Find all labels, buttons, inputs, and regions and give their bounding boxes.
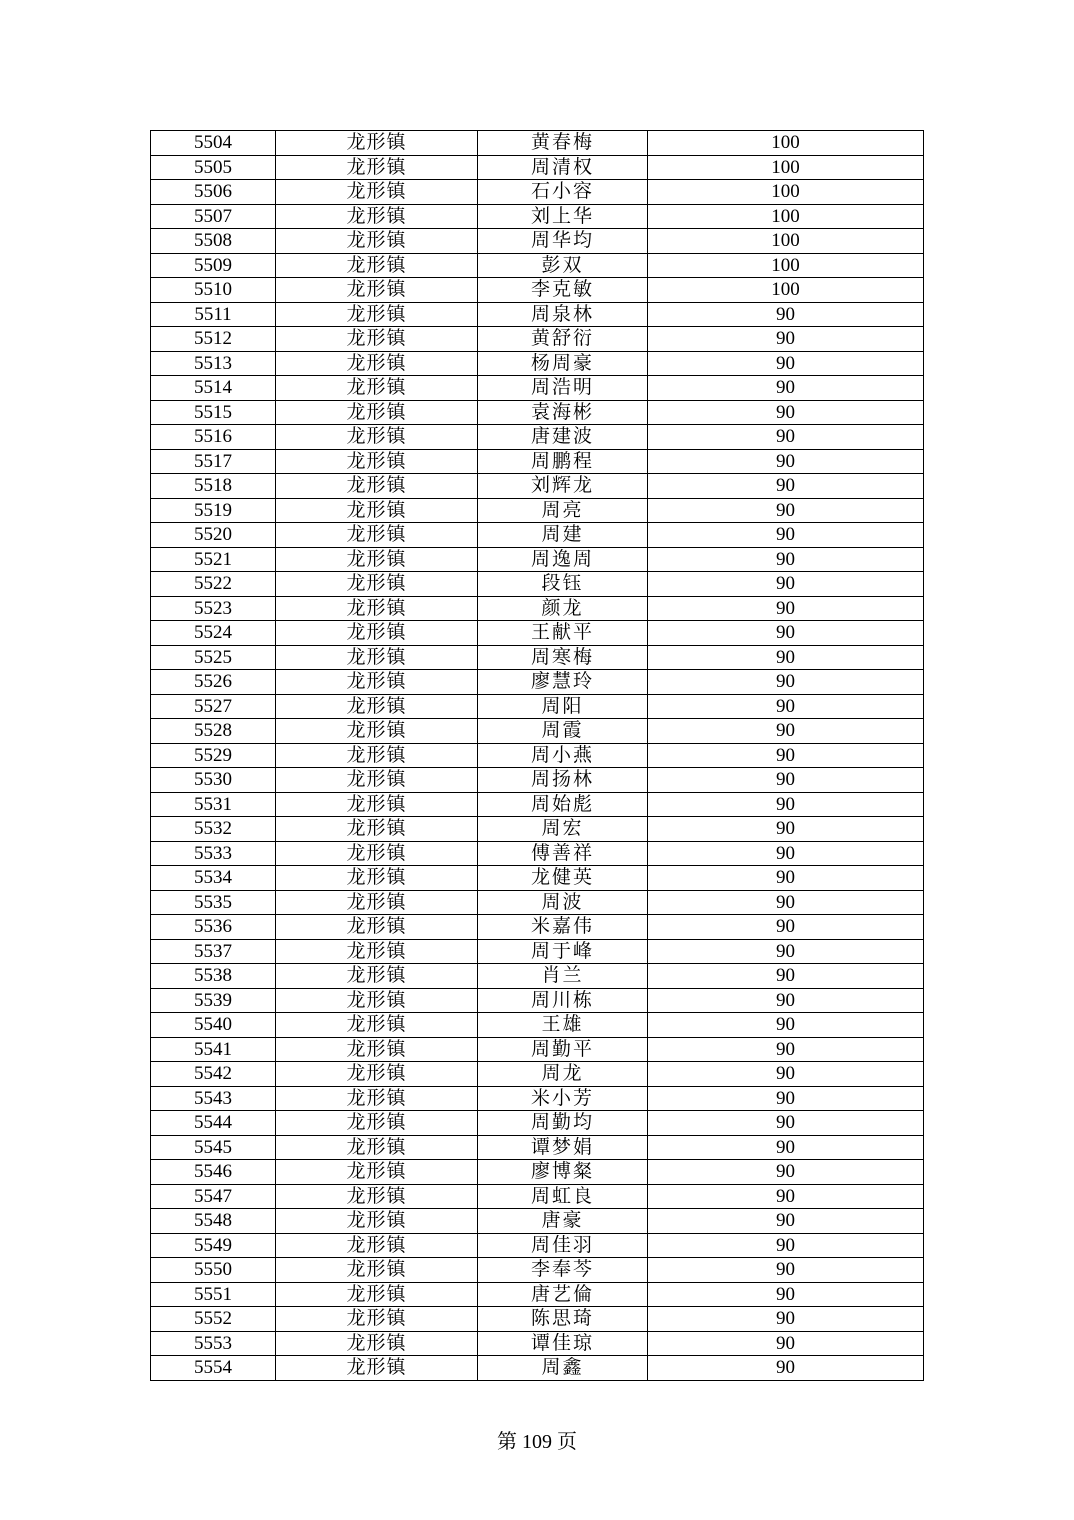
table-row	[151, 694, 924, 719]
cell-town: 龙形镇	[276, 1013, 478, 1038]
table-row	[151, 1233, 924, 1258]
cell-town: 龙形镇	[276, 1209, 478, 1234]
cell-town: 龙形镇	[276, 376, 478, 401]
cell-name: 肖兰	[478, 964, 648, 989]
cell-id: 5511	[151, 302, 276, 327]
table-row	[151, 1062, 924, 1087]
cell-id: 5522	[151, 572, 276, 597]
cell-town: 龙形镇	[276, 204, 478, 229]
cell-amount: 90	[648, 327, 924, 352]
table-row	[151, 523, 924, 548]
cell-town: 龙形镇	[276, 694, 478, 719]
table-row	[151, 425, 924, 450]
cell-amount: 90	[648, 547, 924, 572]
cell-name: 周亮	[478, 498, 648, 523]
cell-town: 龙形镇	[276, 1282, 478, 1307]
cell-amount: 90	[648, 449, 924, 474]
cell-name: 陈思琦	[478, 1307, 648, 1332]
cell-id: 5525	[151, 645, 276, 670]
cell-name: 周华均	[478, 229, 648, 254]
cell-town: 龙形镇	[276, 768, 478, 793]
table-row	[151, 400, 924, 425]
cell-amount: 90	[648, 768, 924, 793]
cell-town: 龙形镇	[276, 523, 478, 548]
table-row	[151, 351, 924, 376]
cell-name: 周始彪	[478, 792, 648, 817]
table-row	[151, 547, 924, 572]
cell-name: 周宏	[478, 817, 648, 842]
cell-name: 唐豪	[478, 1209, 648, 1234]
cell-town: 龙形镇	[276, 670, 478, 695]
cell-id: 5552	[151, 1307, 276, 1332]
roster-table	[150, 130, 924, 1381]
cell-amount: 90	[648, 817, 924, 842]
table-row	[151, 890, 924, 915]
table-row	[151, 376, 924, 401]
cell-name: 周鹏程	[478, 449, 648, 474]
table-row	[151, 1258, 924, 1283]
cell-id: 5529	[151, 743, 276, 768]
cell-town: 龙形镇	[276, 1160, 478, 1185]
cell-name: 周泉林	[478, 302, 648, 327]
table-row	[151, 1356, 924, 1381]
table-row	[151, 572, 924, 597]
cell-name: 黄舒衍	[478, 327, 648, 352]
table-row	[151, 229, 924, 254]
cell-amount: 90	[648, 1258, 924, 1283]
cell-town: 龙形镇	[276, 547, 478, 572]
cell-name: 周阳	[478, 694, 648, 719]
cell-town: 龙形镇	[276, 719, 478, 744]
cell-amount: 90	[648, 1111, 924, 1136]
cell-amount: 90	[648, 1086, 924, 1111]
cell-amount: 100	[648, 204, 924, 229]
table-row	[151, 278, 924, 303]
cell-amount: 90	[648, 572, 924, 597]
cell-id: 5530	[151, 768, 276, 793]
cell-town: 龙形镇	[276, 180, 478, 205]
cell-town: 龙形镇	[276, 572, 478, 597]
cell-id: 5536	[151, 915, 276, 940]
cell-name: 周建	[478, 523, 648, 548]
cell-town: 龙形镇	[276, 988, 478, 1013]
cell-name: 周于峰	[478, 939, 648, 964]
cell-amount: 90	[648, 1356, 924, 1381]
cell-id: 5528	[151, 719, 276, 744]
cell-id: 5527	[151, 694, 276, 719]
cell-amount: 90	[648, 719, 924, 744]
cell-id: 5508	[151, 229, 276, 254]
cell-amount: 90	[648, 670, 924, 695]
cell-town: 龙形镇	[276, 1037, 478, 1062]
cell-town: 龙形镇	[276, 621, 478, 646]
cell-id: 5546	[151, 1160, 276, 1185]
cell-name: 李克敏	[478, 278, 648, 303]
cell-town: 龙形镇	[276, 596, 478, 621]
cell-amount: 90	[648, 1160, 924, 1185]
table-row	[151, 1209, 924, 1234]
cell-name: 周勤平	[478, 1037, 648, 1062]
cell-id: 5520	[151, 523, 276, 548]
table-row	[151, 817, 924, 842]
cell-amount: 90	[648, 890, 924, 915]
cell-amount: 100	[648, 253, 924, 278]
table-row	[151, 155, 924, 180]
cell-id: 5516	[151, 425, 276, 450]
cell-town: 龙形镇	[276, 498, 478, 523]
cell-name: 谭梦娟	[478, 1135, 648, 1160]
cell-name: 唐建波	[478, 425, 648, 450]
cell-name: 周清权	[478, 155, 648, 180]
table-row	[151, 1160, 924, 1185]
cell-amount: 90	[648, 376, 924, 401]
cell-town: 龙形镇	[276, 474, 478, 499]
cell-id: 5532	[151, 817, 276, 842]
cell-town: 龙形镇	[276, 400, 478, 425]
table-row	[151, 939, 924, 964]
table-row	[151, 743, 924, 768]
table-row	[151, 1013, 924, 1038]
cell-id: 5538	[151, 964, 276, 989]
cell-amount: 90	[648, 351, 924, 376]
cell-town: 龙形镇	[276, 229, 478, 254]
cell-name: 周霞	[478, 719, 648, 744]
table-row	[151, 841, 924, 866]
cell-amount: 90	[648, 841, 924, 866]
cell-town: 龙形镇	[276, 1062, 478, 1087]
table-row	[151, 964, 924, 989]
cell-id: 5537	[151, 939, 276, 964]
table-row	[151, 596, 924, 621]
cell-amount: 90	[648, 915, 924, 940]
cell-name: 龙健英	[478, 866, 648, 891]
cell-amount: 90	[648, 621, 924, 646]
cell-name: 石小容	[478, 180, 648, 205]
table-row	[151, 1135, 924, 1160]
cell-name: 廖慧玲	[478, 670, 648, 695]
cell-town: 龙形镇	[276, 155, 478, 180]
page-number: 109	[522, 1431, 552, 1453]
cell-town: 龙形镇	[276, 351, 478, 376]
cell-id: 5543	[151, 1086, 276, 1111]
table-row	[151, 498, 924, 523]
cell-id: 5513	[151, 351, 276, 376]
cell-name: 周川栋	[478, 988, 648, 1013]
cell-amount: 100	[648, 155, 924, 180]
cell-id: 5510	[151, 278, 276, 303]
cell-town: 龙形镇	[276, 449, 478, 474]
cell-id: 5505	[151, 155, 276, 180]
cell-id: 5534	[151, 866, 276, 891]
cell-amount: 90	[648, 939, 924, 964]
cell-town: 龙形镇	[276, 302, 478, 327]
cell-id: 5549	[151, 1233, 276, 1258]
roster-table-body	[151, 131, 924, 1381]
cell-name: 周虹良	[478, 1184, 648, 1209]
cell-town: 龙形镇	[276, 743, 478, 768]
cell-amount: 90	[648, 1307, 924, 1332]
footer-suffix: 页	[557, 1431, 577, 1453]
cell-town: 龙形镇	[276, 1258, 478, 1283]
cell-town: 龙形镇	[276, 1356, 478, 1381]
cell-name: 周小燕	[478, 743, 648, 768]
table-row	[151, 474, 924, 499]
cell-town: 龙形镇	[276, 1135, 478, 1160]
cell-id: 5515	[151, 400, 276, 425]
cell-town: 龙形镇	[276, 792, 478, 817]
cell-id: 5551	[151, 1282, 276, 1307]
cell-amount: 90	[648, 1184, 924, 1209]
cell-name: 刘上华	[478, 204, 648, 229]
cell-town: 龙形镇	[276, 253, 478, 278]
cell-name: 李奉芩	[478, 1258, 648, 1283]
cell-id: 5517	[151, 449, 276, 474]
cell-amount: 90	[648, 866, 924, 891]
table-row	[151, 621, 924, 646]
table-row	[151, 302, 924, 327]
cell-town: 龙形镇	[276, 1086, 478, 1111]
cell-id: 5523	[151, 596, 276, 621]
cell-id: 5547	[151, 1184, 276, 1209]
table-row	[151, 866, 924, 891]
cell-town: 龙形镇	[276, 841, 478, 866]
cell-amount: 90	[648, 1135, 924, 1160]
cell-amount: 90	[648, 1062, 924, 1087]
cell-town: 龙形镇	[276, 131, 478, 156]
cell-name: 彭双	[478, 253, 648, 278]
cell-amount: 90	[648, 400, 924, 425]
cell-town: 龙形镇	[276, 1233, 478, 1258]
cell-name: 周浩明	[478, 376, 648, 401]
table-row	[151, 204, 924, 229]
cell-name: 颜龙	[478, 596, 648, 621]
cell-amount: 90	[648, 1209, 924, 1234]
cell-id: 5541	[151, 1037, 276, 1062]
cell-id: 5514	[151, 376, 276, 401]
cell-id: 5533	[151, 841, 276, 866]
cell-id: 5542	[151, 1062, 276, 1087]
cell-amount: 90	[648, 792, 924, 817]
cell-id: 5535	[151, 890, 276, 915]
cell-amount: 90	[648, 988, 924, 1013]
cell-amount: 90	[648, 302, 924, 327]
cell-name: 王雄	[478, 1013, 648, 1038]
cell-town: 龙形镇	[276, 645, 478, 670]
cell-amount: 90	[648, 694, 924, 719]
table-row	[151, 1037, 924, 1062]
cell-amount: 90	[648, 498, 924, 523]
cell-id: 5554	[151, 1356, 276, 1381]
cell-name: 米小芳	[478, 1086, 648, 1111]
cell-amount: 90	[648, 645, 924, 670]
footer-prefix: 第	[497, 1431, 517, 1453]
cell-town: 龙形镇	[276, 964, 478, 989]
cell-town: 龙形镇	[276, 1111, 478, 1136]
cell-name: 周扬林	[478, 768, 648, 793]
cell-town: 龙形镇	[276, 866, 478, 891]
cell-town: 龙形镇	[276, 425, 478, 450]
cell-town: 龙形镇	[276, 1307, 478, 1332]
cell-town: 龙形镇	[276, 1184, 478, 1209]
cell-name: 王献平	[478, 621, 648, 646]
cell-town: 龙形镇	[276, 1331, 478, 1356]
cell-amount: 90	[648, 1013, 924, 1038]
cell-name: 周龙	[478, 1062, 648, 1087]
table-row	[151, 1111, 924, 1136]
cell-name: 段钰	[478, 572, 648, 597]
cell-id: 5524	[151, 621, 276, 646]
cell-id: 5521	[151, 547, 276, 572]
table-row	[151, 327, 924, 352]
cell-id: 5553	[151, 1331, 276, 1356]
cell-town: 龙形镇	[276, 278, 478, 303]
table-row	[151, 768, 924, 793]
cell-amount: 90	[648, 596, 924, 621]
table-row	[151, 1086, 924, 1111]
table-row	[151, 180, 924, 205]
cell-id: 5509	[151, 253, 276, 278]
cell-amount: 90	[648, 1233, 924, 1258]
page-footer	[0, 1430, 1074, 1454]
cell-name: 周逸周	[478, 547, 648, 572]
cell-name: 周勤均	[478, 1111, 648, 1136]
cell-name: 廖博粲	[478, 1160, 648, 1185]
cell-name: 周波	[478, 890, 648, 915]
cell-id: 5545	[151, 1135, 276, 1160]
table-row	[151, 792, 924, 817]
cell-town: 龙形镇	[276, 327, 478, 352]
table-row	[151, 253, 924, 278]
cell-id: 5531	[151, 792, 276, 817]
cell-name: 谭佳琼	[478, 1331, 648, 1356]
cell-name: 米嘉伟	[478, 915, 648, 940]
cell-name: 杨周豪	[478, 351, 648, 376]
cell-id: 5548	[151, 1209, 276, 1234]
cell-amount: 90	[648, 425, 924, 450]
cell-town: 龙形镇	[276, 890, 478, 915]
cell-amount: 90	[648, 964, 924, 989]
table-row	[151, 1331, 924, 1356]
table-row	[151, 449, 924, 474]
table-row	[151, 1184, 924, 1209]
cell-id: 5504	[151, 131, 276, 156]
cell-id: 5512	[151, 327, 276, 352]
cell-amount: 90	[648, 523, 924, 548]
cell-name: 刘辉龙	[478, 474, 648, 499]
cell-id: 5519	[151, 498, 276, 523]
cell-amount: 90	[648, 1331, 924, 1356]
cell-id: 5507	[151, 204, 276, 229]
table-row	[151, 1282, 924, 1307]
cell-amount: 100	[648, 131, 924, 156]
cell-name: 袁海彬	[478, 400, 648, 425]
table-row	[151, 915, 924, 940]
table-row	[151, 670, 924, 695]
cell-name: 周鑫	[478, 1356, 648, 1381]
cell-amount: 100	[648, 180, 924, 205]
cell-amount: 90	[648, 743, 924, 768]
cell-id: 5540	[151, 1013, 276, 1038]
cell-name: 傅善祥	[478, 841, 648, 866]
cell-id: 5550	[151, 1258, 276, 1283]
cell-amount: 90	[648, 1037, 924, 1062]
cell-amount: 100	[648, 229, 924, 254]
cell-id: 5526	[151, 670, 276, 695]
table-row	[151, 131, 924, 156]
cell-amount: 90	[648, 1282, 924, 1307]
cell-name: 唐艺倫	[478, 1282, 648, 1307]
cell-id: 5539	[151, 988, 276, 1013]
table-row	[151, 645, 924, 670]
cell-name: 周佳羽	[478, 1233, 648, 1258]
table-row	[151, 988, 924, 1013]
cell-id: 5506	[151, 180, 276, 205]
cell-amount: 90	[648, 474, 924, 499]
table-row	[151, 719, 924, 744]
cell-name: 黄春梅	[478, 131, 648, 156]
cell-town: 龙形镇	[276, 915, 478, 940]
cell-id: 5544	[151, 1111, 276, 1136]
cell-amount: 100	[648, 278, 924, 303]
cell-id: 5518	[151, 474, 276, 499]
table-row	[151, 1307, 924, 1332]
cell-town: 龙形镇	[276, 939, 478, 964]
cell-name: 周寒梅	[478, 645, 648, 670]
cell-town: 龙形镇	[276, 817, 478, 842]
